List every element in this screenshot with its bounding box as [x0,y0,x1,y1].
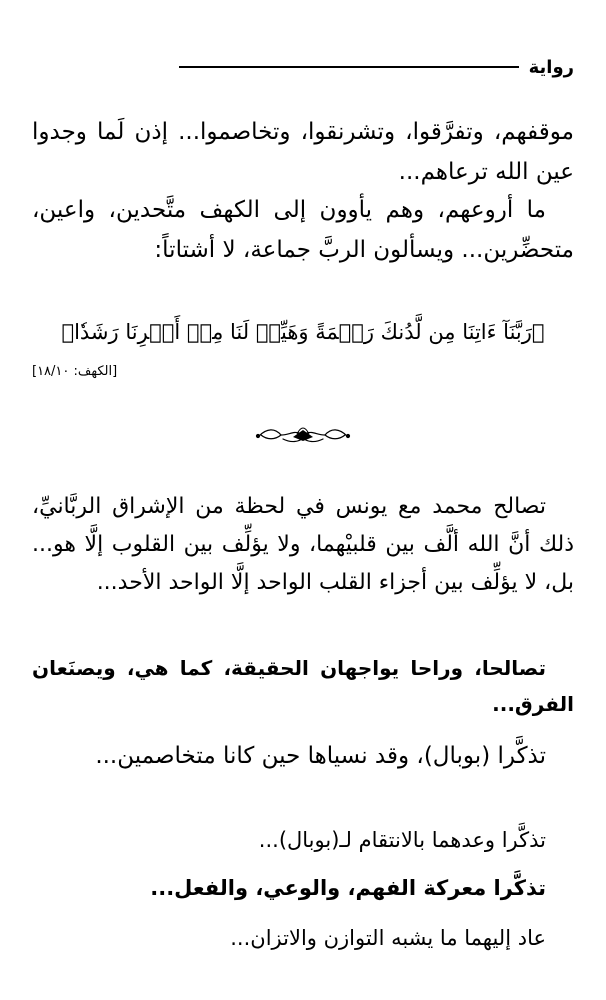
line-2: تذكَّرا معركة الفهم، والوعي، والفعل... [150,876,546,900]
running-header [134,52,574,82]
paragraph-2-text: ما أروعهم، وهم يأوون إلى الكهف متَّحدين، واعين، متحضِّرين... ويسألون الربَّ جماعة، لا أشتاتاً: [32,197,574,263]
paragraph-5 [32,736,574,776]
paragraph-4-text: تصالحا، وراحا يواجهان الحقيقة، كما هي، ويصنَعان الفرق... [32,656,574,716]
paragraph-4 [32,650,574,722]
verse-reference: [الكهف: ١٨/١٠] [32,364,118,379]
header-rule [179,66,519,68]
header-title: رواية [528,56,574,78]
paragraph-3 [32,488,574,602]
paragraph-5-text: تذكَّرا (بوبال)، وقد نسياها حين كانا متخاصمين... [95,743,546,769]
paragraph-1: موقفهم، وتفرَّقوا، وتشرنقوا، وتخاصموا... إذن لَما وجدوا عين الله ترعاهم... [32,119,574,185]
quran-verse: ﴿رَبَّنَآ ءَاتِنَا مِن لَّدُنكَ رَحۡمَةً وَهَيِّئۡ لَنَا مِنۡ أَمۡرِنَا رَشَدٗا﴾ [61,320,545,344]
paragraph-2 [32,190,574,270]
line-3: عاد إليهما ما يشبه التوازن والاتزان... [230,926,546,950]
paragraph-3-text: تصالح محمد مع يونس في لحظة من الإشراق الربَّانيِّ، ذلك أنَّ الله ألَّف بين قلبيْهما، ولا يؤلِّف بين القلوب إلَّا هو... بل، لا يؤلِّف بين أجزاء القلب الواحد إلَّا الواحد الأحد... [32,494,574,595]
floral-divider-icon [253,422,353,448]
line-1: تذكَّرا وعدهما بالانتقام لـ(بوبال)... [258,828,546,852]
